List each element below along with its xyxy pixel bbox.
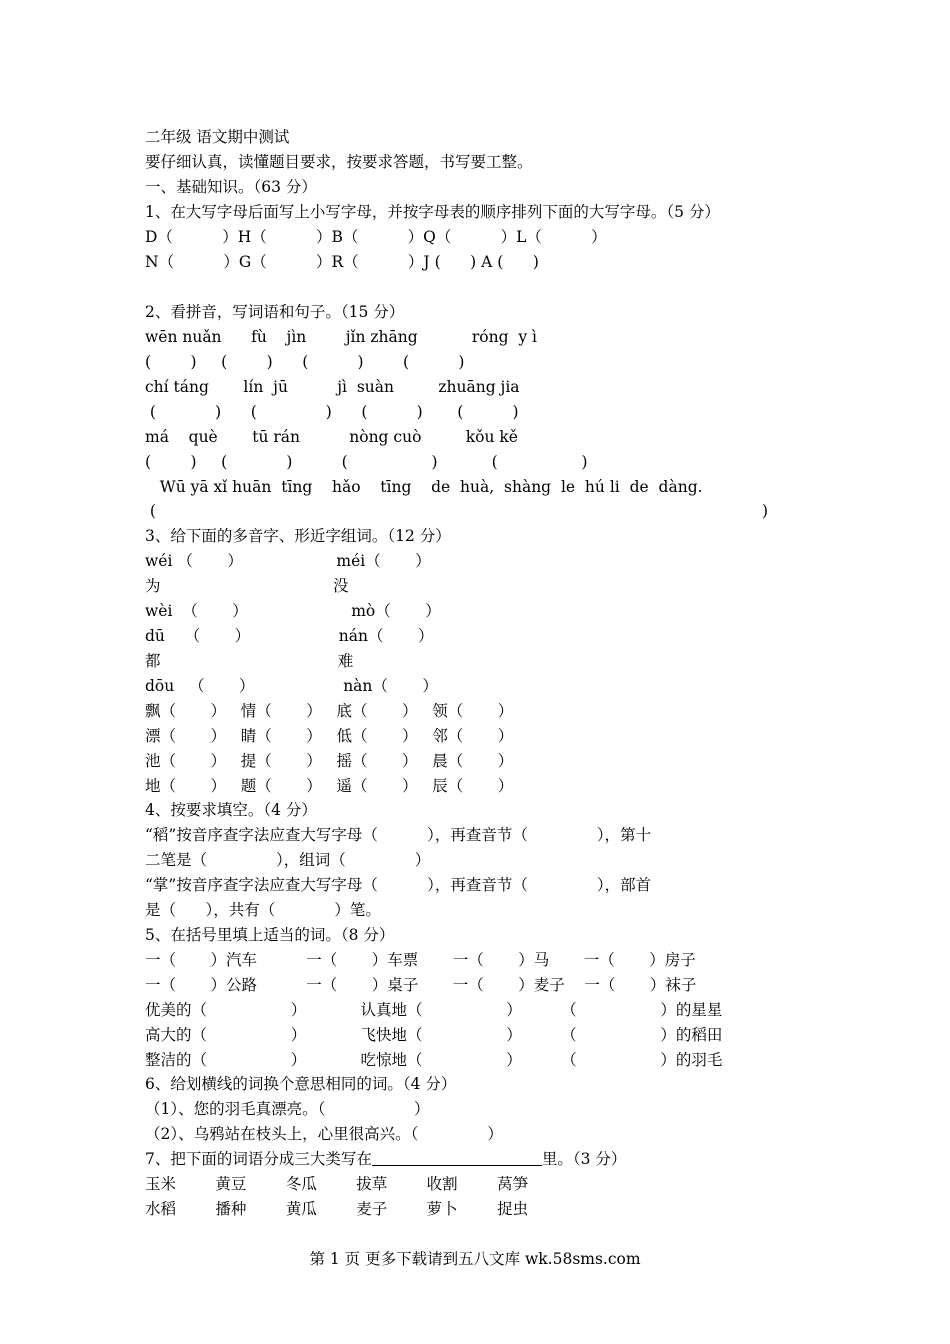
- question-1-title: 1、在大写字母后面写上小写字母，并按字母表的顺序排列下面的大写字母。（5 分）: [145, 203, 720, 221]
- q5-line: 整洁的（ ） 吃惊地（ ） （ ）的羽毛: [145, 1051, 723, 1069]
- q7-title-end: 里。（3 分）: [541, 1150, 627, 1168]
- q6-line: （2）、乌鸦站在枝头上，心里很高兴。（ ）: [145, 1125, 503, 1143]
- q3-line: 池（ ） 提（ ） 摇（ ） 晨（ ）: [145, 752, 514, 770]
- q3-line: wèi （ ） mò（ ）: [145, 602, 441, 620]
- q5-line: 一（ ）公路 一（ ）桌子 一（ ）麦子 一（ ）袜子: [145, 976, 697, 994]
- answer-brackets: ( ) ( ) ( ) ( ): [145, 453, 588, 471]
- answer-brackets: ( ) ( ) ( ) ( ): [145, 403, 519, 421]
- q3-line: 都 难: [145, 652, 354, 670]
- question-1-row: D（ ）H（ ）B（ ）Q（ ）L（ ）: [145, 228, 607, 246]
- section-heading: 一、基础知识。（63 分）: [145, 178, 317, 196]
- q4-line: 是（ ），共有（ ）笔。: [145, 901, 381, 919]
- q6-line: （1）、您的羽毛真漂亮。（ ）: [145, 1100, 430, 1118]
- question-5-title: 5、在括号里填上适当的词。（8 分）: [145, 926, 395, 944]
- q4-line: “稻”按音序查字法应查大写字母（ ），再查音节（ ），第十: [145, 826, 652, 844]
- page-footer: 第 1 页 更多下载请到五八文库 wk.58sms.com: [309, 1250, 641, 1268]
- pinyin-line: chí táng lín jū jì suàn zhuāng jia: [145, 378, 520, 396]
- page-title: 二年级 语文期中测试: [145, 128, 290, 146]
- pinyin-line: wēn nuǎn fù jìn jǐn zhāng róng y ì: [145, 328, 537, 346]
- q3-line: dōu （ ） nàn（ ）: [145, 677, 438, 695]
- word-list-row: 水稻 播种 黄瓜 麦子 萝卜 捉虫: [145, 1200, 529, 1218]
- q3-line: 地（ ） 题（ ） 遥（ ） 辰（ ）: [145, 777, 514, 795]
- q4-line: 二笔是（ ），组词（ ）: [145, 851, 431, 869]
- instructions: 要仔细认真，读懂题目要求，按要求答题，书写要工整。: [145, 153, 533, 171]
- q5-line: 一（ ）汽车 一（ ）车票 一（ ）马 一（ ）房子: [145, 951, 696, 969]
- q5-line: 高大的（ ） 飞快地（ ） （ ）的稻田: [145, 1026, 723, 1044]
- fill-in-blank-line: [372, 1150, 542, 1166]
- question-1-row: N（ ）G（ ）R（ ）J ( ) A ( ): [145, 253, 539, 271]
- word-list-row: 玉米 黄豆 冬瓜 拔草 收割 莴笋: [145, 1175, 529, 1193]
- question-2-title: 2、看拼音，写词语和句子。（15 分）: [145, 303, 405, 321]
- q3-line: 为 没: [145, 577, 349, 595]
- q5-line: 优美的（ ） 认真地（ ） （ ）的星星: [145, 1001, 723, 1019]
- q4-line: “掌”按音序查字法应查大写字母（ ），再查音节（ ），部首: [145, 876, 652, 894]
- question-4-title: 4、按要求填空。（4 分）: [145, 801, 317, 819]
- q3-line: 漂（ ） 睛（ ） 低（ ） 邻（ ）: [145, 727, 514, 745]
- question-3-title: 3、给下面的多音字、形近字组词。（12 分）: [145, 527, 451, 545]
- q3-line: dū （ ） nán（ ）: [145, 627, 434, 645]
- q3-line: 飘（ ） 情（ ） 底（ ） 领（ ）: [145, 702, 514, 720]
- question-7-title: [145, 1149, 626, 1169]
- answer-brackets: ( ): [145, 502, 769, 520]
- pinyin-sentence: Wū yā xǐ huān tīng hǎo tīng de huà, shàng le hú li de dàng.: [145, 478, 703, 496]
- question-6-title: 6、给划横线的词换个意思相同的词。（4 分）: [145, 1075, 457, 1093]
- q7-title-start: 7、把下面的词语分成三大类写在: [145, 1150, 372, 1168]
- q3-line: wéi （ ） méi（ ）: [145, 552, 431, 570]
- answer-brackets: ( ) ( ) ( ) ( ): [145, 353, 465, 371]
- pinyin-line: má què tū rán nòng cuò kǒu kě: [145, 428, 518, 446]
